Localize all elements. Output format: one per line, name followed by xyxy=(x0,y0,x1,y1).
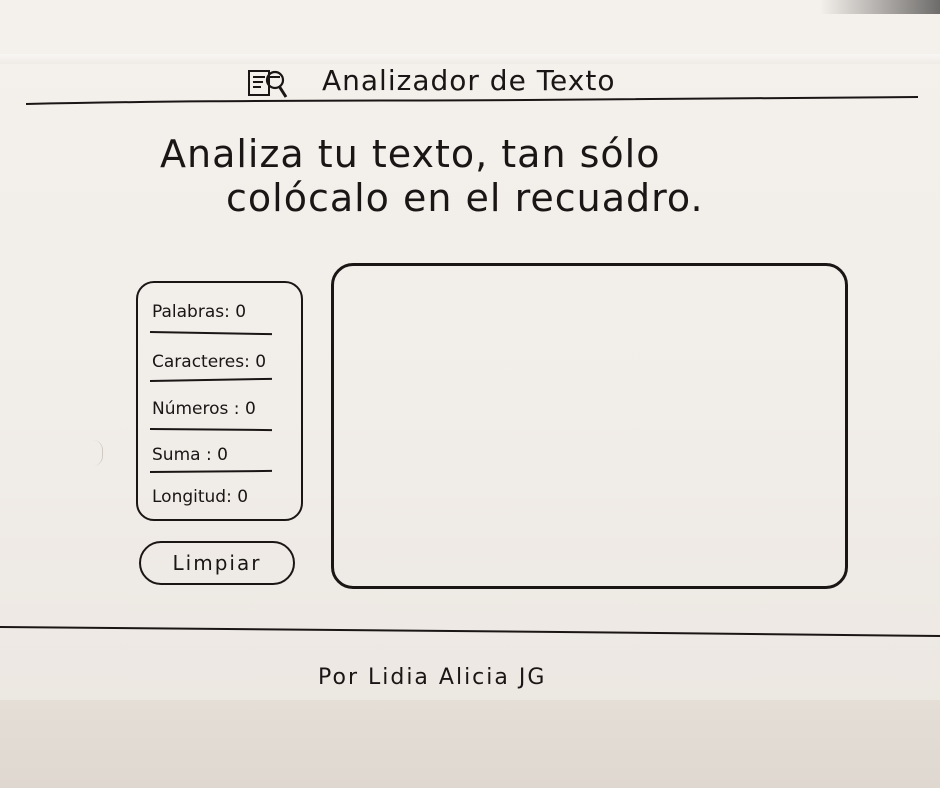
stat-label: Longitud xyxy=(152,487,227,507)
text-input[interactable] xyxy=(334,266,845,586)
stats-panel xyxy=(136,281,303,521)
bottom-shadow xyxy=(0,700,940,788)
stats-divider xyxy=(150,428,272,431)
stat-value: 0 xyxy=(217,445,228,465)
stat-label: Suma xyxy=(152,445,201,465)
stat-length: Longitud: 0 xyxy=(152,487,249,507)
stats-divider xyxy=(150,331,272,335)
page-title-line-1: Analiza tu texto, tan sólo xyxy=(160,132,661,176)
header-divider xyxy=(26,96,918,106)
stat-value: 0 xyxy=(244,399,256,419)
footer-divider xyxy=(0,624,940,638)
stat-label: Números xyxy=(152,399,229,419)
stat-value: 0 xyxy=(237,487,249,507)
stats-divider xyxy=(150,470,272,473)
stat-numbers: Números : 0 xyxy=(152,399,256,419)
page-title-line-2: colócalo en el recuadro. xyxy=(226,176,704,220)
text-input-box[interactable] xyxy=(331,263,848,589)
stat-label: Palabras xyxy=(152,302,225,322)
stat-value: 0 xyxy=(255,352,267,372)
footer-credit: Por Lidia Alicia JG xyxy=(318,665,547,690)
stat-sum: Suma : 0 xyxy=(152,445,228,465)
margin-mark xyxy=(88,440,103,466)
clear-button[interactable]: Limpiar xyxy=(139,541,295,585)
page-title xyxy=(160,132,770,220)
stat-words: Palabras: 0 xyxy=(152,302,247,322)
app-title: Analizador de Texto xyxy=(322,64,616,97)
stat-value: 0 xyxy=(235,302,247,322)
stats-divider xyxy=(150,378,272,382)
stat-characters: Caracteres: 0 xyxy=(152,352,267,372)
page-shadow xyxy=(820,0,940,14)
stat-label: Caracteres xyxy=(152,352,245,372)
